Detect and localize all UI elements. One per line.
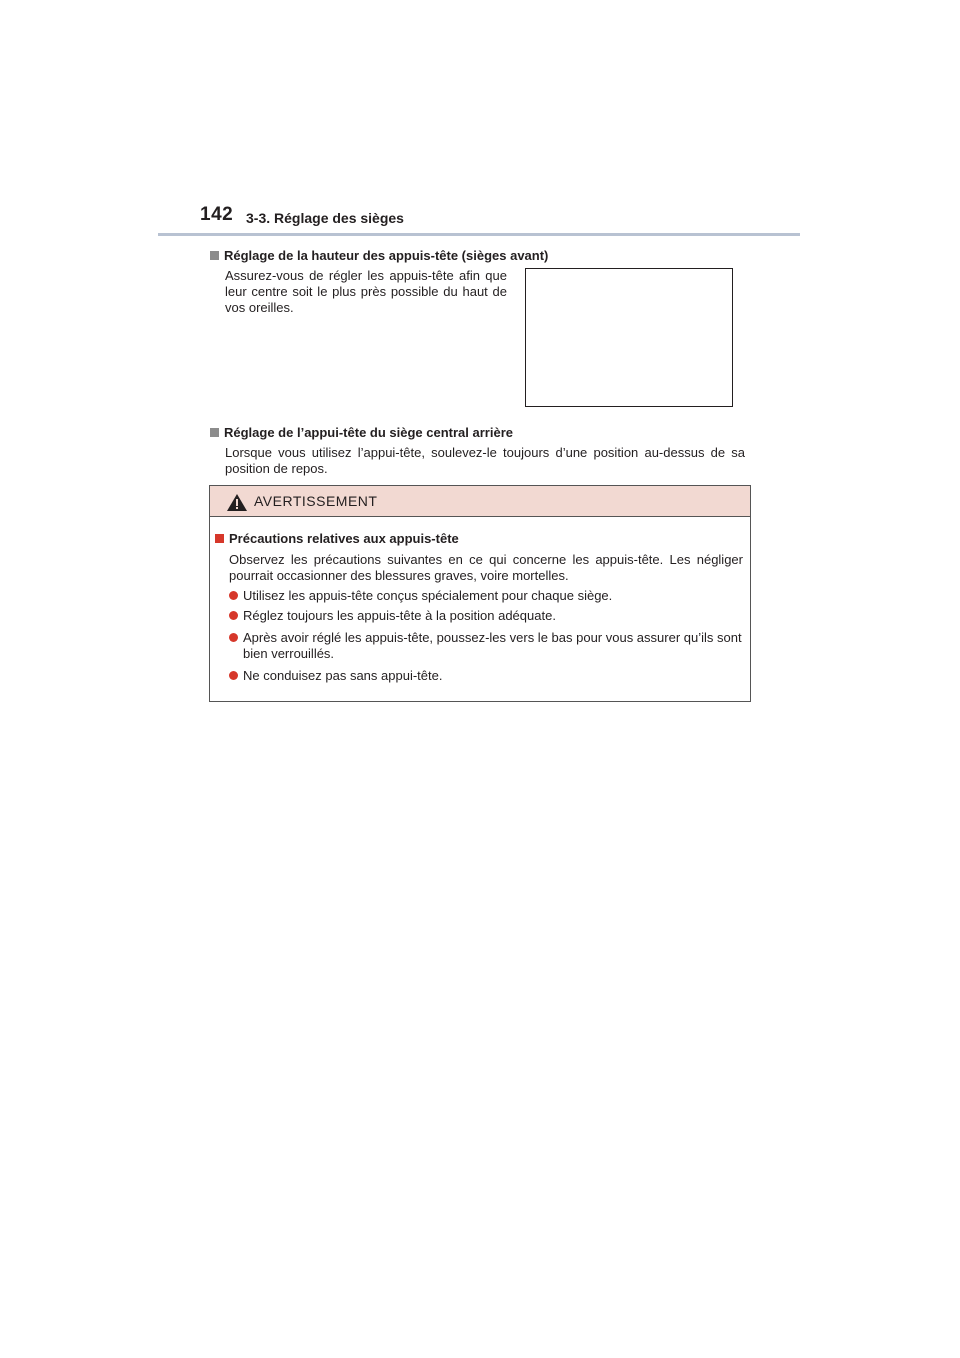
section-heading-text: Réglage de l’appui-tête du siège central arrière [224, 425, 513, 440]
warning-title: AVERTISSEMENT [254, 493, 378, 509]
bullet-dot-icon [229, 633, 238, 642]
header-divider [158, 233, 800, 236]
warning-bullet [229, 588, 743, 604]
section-title: 3-3. Réglage des sièges [246, 210, 404, 226]
warning-bullet [229, 630, 243, 646]
warning-heading-text: Précautions relatives aux appuis-tête [229, 531, 459, 546]
bullet-dot-icon [229, 671, 238, 680]
page-number: 142 [200, 204, 234, 225]
headrest-illustration [525, 268, 733, 407]
square-bullet-icon [215, 534, 224, 543]
warning-bullet [229, 668, 743, 684]
warning-bullet [229, 608, 743, 624]
warning-bullet-text: Réglez toujours les appuis-tête à la position adéquate. [243, 608, 556, 623]
warning-intro: Observez les précautions suivantes en ce qui concerne les appuis-tête. Les négliger pourrait occasionner des blessures graves, voire mortelles. [229, 552, 743, 583]
warning-box [209, 485, 751, 702]
warning-bullet-text: Ne conduisez pas sans appui-tête. [243, 668, 443, 683]
page-header [200, 204, 800, 232]
section-heading-text: Réglage de la hauteur des appuis-tête (sièges avant) [224, 248, 549, 263]
section-heading-front-headrests [210, 248, 548, 263]
section-body-front-headrests: Assurez-vous de régler les appuis-tête afin que leur centre soit le plus près possible du haut de vos oreilles. [225, 268, 507, 315]
warning-header [210, 486, 750, 517]
square-bullet-icon [210, 428, 219, 437]
bullet-dot-icon [229, 591, 238, 600]
warning-triangle-icon [227, 494, 247, 516]
warning-bullet-text: Utilisez les appuis-tête conçus spécialement pour chaque siège. [243, 588, 613, 603]
section-body-rear-center-headrest: Lorsque vous utilisez l’appui-tête, soulevez-le toujours d’une position au-dessus de sa position de repos. [225, 445, 745, 476]
warning-bullet-text: Après avoir réglé les appuis-tête, poussez-les vers le bas pour vous assurer qu’ils sont bien verrouillés. [243, 630, 742, 661]
warning-heading [215, 531, 459, 546]
bullet-dot-icon [229, 611, 238, 620]
square-bullet-icon [210, 251, 219, 260]
section-heading-rear-center-headrest [210, 425, 513, 440]
